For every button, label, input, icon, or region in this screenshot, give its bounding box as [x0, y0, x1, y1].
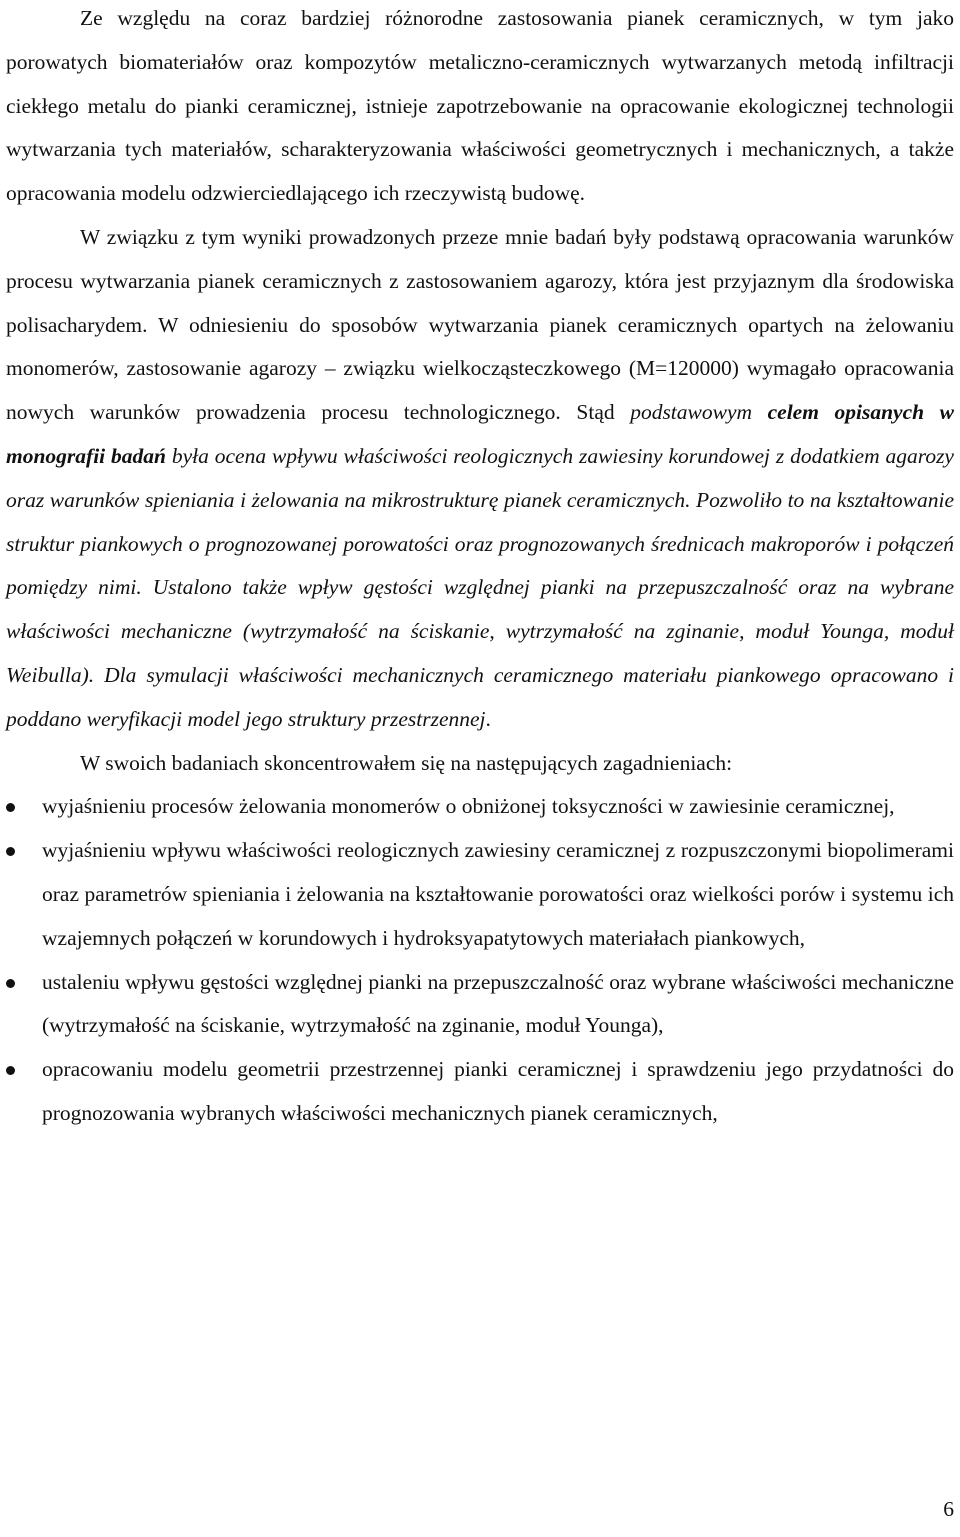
italic-phrase: podstawowym	[630, 400, 768, 425]
list-item-text: wyjaśnieniu procesów żelowania monomerów o obniżonej toksyczności w zawiesinie ceramicznej,	[42, 794, 895, 819]
list-item	[6, 961, 954, 1049]
emphasized-goal: celem opisanych w monografii badań	[6, 400, 955, 468]
list-item	[6, 785, 954, 829]
bullet-icon	[6, 847, 15, 856]
document-page	[6, 0, 954, 1136]
paragraph-research-goal	[6, 216, 954, 742]
list-item-text: opracowaniu modelu geometrii przestrzennej pianki ceramicznej i sprawdzeniu jego przydatności do prognozowania wybranych właściwości mechanicznych pianek ceramicznych,	[42, 1057, 954, 1125]
bullet-icon	[6, 979, 15, 988]
paragraph-topics-intro: W swoich badaniach skoncentrowałem się na następujących zagadnieniach:	[80, 750, 733, 775]
topics-list	[6, 785, 954, 1135]
bullet-icon	[6, 803, 15, 812]
italic-goal-description: była ocena wpływu właściwości reologicznych zawiesiny korundowej z dodatkiem agarozy oraz warunków spieniania i żelowania na mikrostrukturę pianek ceramicznych. Pozwoliło to na kształtowanie struktur piankowych o prognozowanej porowatości oraz prognozowanych średnicach makroporów i połączeń pomiędzy nimi. Ustalono także wpływ gęstości względnej pianki na przepuszczalność oraz na wybrane właściwości mechaniczne (wytrzymałość na ściskanie, wytrzymałość na zginanie, moduł Younga, moduł Weibulla). Dla symulacji właściwości mechanicznych ceramicznego materiału piankowego opracowano i poddano weryfikacji model jego struktury przestrzennej	[6, 443, 954, 731]
sentence-end: .	[485, 706, 491, 731]
bullet-icon	[6, 1066, 15, 1075]
paragraph-research-goal-text: W związku z tym wyniki prowadzonych przeze mnie badań były podstawą opracowania warunków procesu wytwarzania pianek ceramicznych z zastosowaniem agarozy, która jest przyjaznym dla środowiska polisacharydem. W odniesieniu do sposobów wytwarzania pianek ceramicznych opartych na żelowaniu monomerów, zastosowanie agarozy – związku wielkocząsteczkowego (M=120000) wymagało opracowania nowych warunków prowadzenia procesu technologicznego. Stąd	[6, 224, 954, 425]
page-number: 6	[943, 1497, 954, 1521]
paragraph-intro: Ze względu na coraz bardziej różnorodne zastosowania pianek ceramicznych, w tym jako porowatych biomateriałów oraz kompozytów metaliczno-ceramicznych wytwarzanych metodą infiltracji ciekłego metalu do pianki ceramicznej, istnieje zapotrzebowanie na opracowanie ekologicznej technologii wytwarzania tych materiałów, scharakteryzowania właściwości geometrycznych i mechanicznych, a także opracowania modelu odzwierciedlającego ich rzeczywistą budowę.	[6, 6, 954, 206]
list-item-text: ustaleniu wpływu gęstości względnej pianki na przepuszczalność oraz wybrane właściwości mechaniczne (wytrzymałość na ściskanie, wytrzymałość na zginanie, moduł Younga),	[42, 969, 954, 1038]
list-item	[6, 1048, 954, 1136]
list-item-text: wyjaśnieniu wpływu właściwości reologicznych zawiesiny ceramicznej z rozpuszczonymi biopolimerami oraz parametrów spieniania i żelowania na kształtowanie porowatości oraz wielkości porów i systemu ich wzajemnych połączeń w korundowych i hydroksyapatytowych materiałach piankowych,	[42, 838, 954, 950]
list-item	[6, 829, 954, 960]
